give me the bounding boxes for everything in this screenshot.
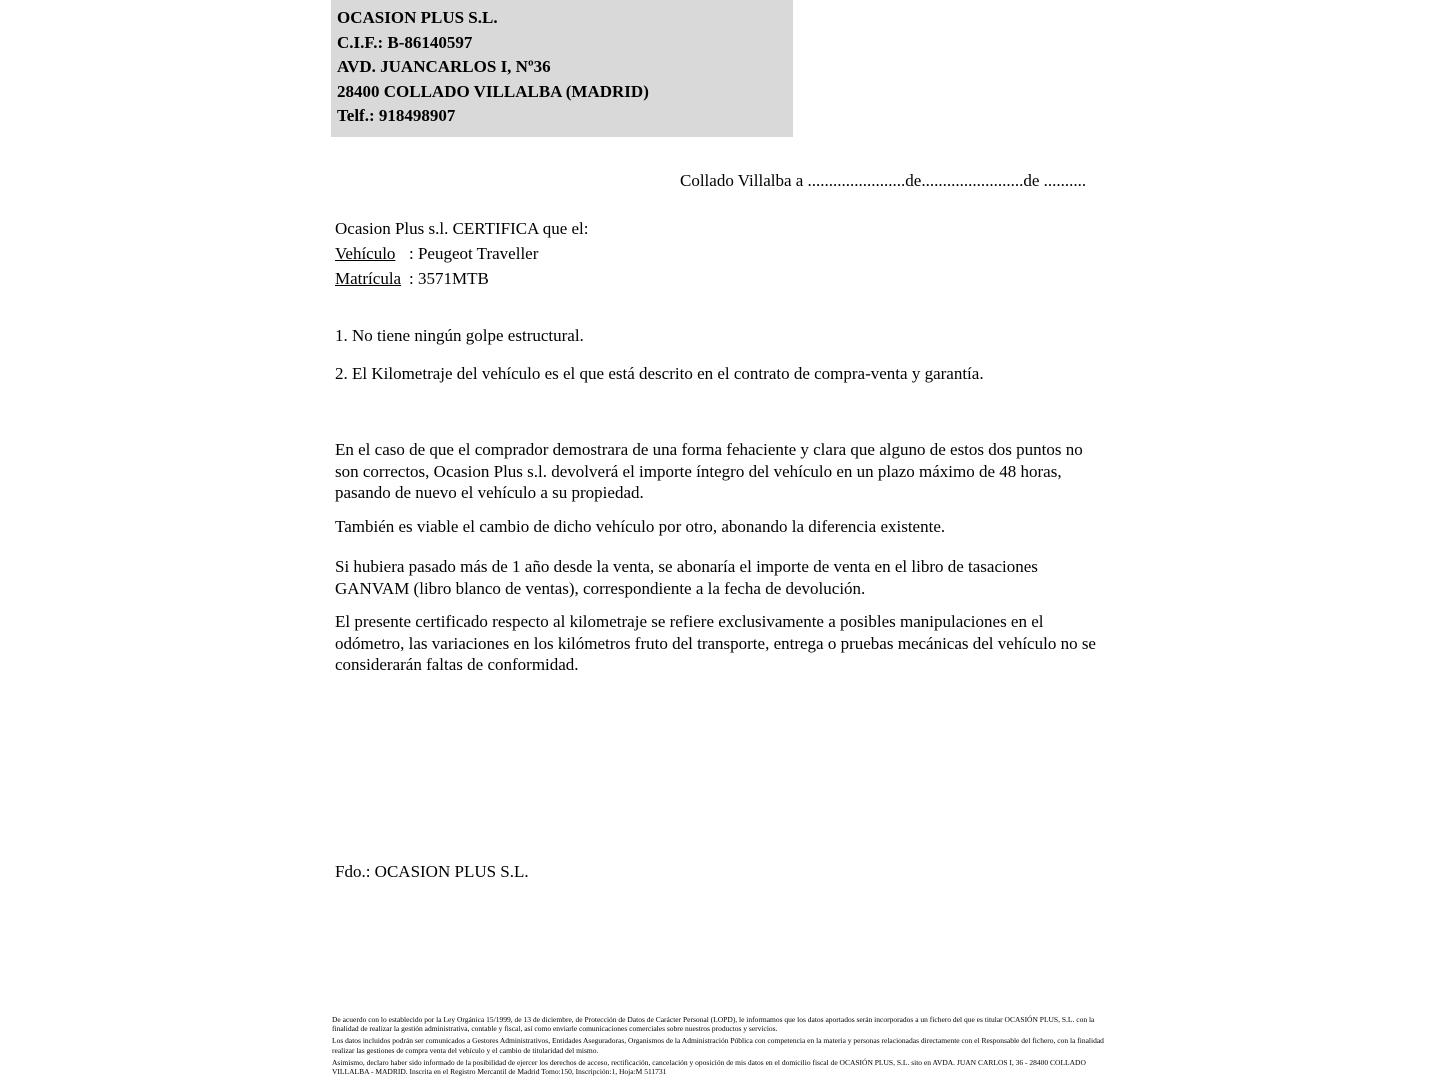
vehicle-value: : Peugeot Traveller	[409, 244, 539, 263]
company-city: 28400 COLLADO VILLALBA (MADRID)	[337, 81, 649, 101]
company-phone: Telf.: 918498907	[337, 106, 456, 125]
legal-paragraph-1: De acuerdo con lo establecido por la Ley Orgánica 15/1999, de 13 de diciembre, de Protección de Datos de Carácter Personal (LOPD), le informamos que los datos aportados serán incorporados a un fichero del que es titular OCASIÓN PLUS, S.L. con la finalidad de realizar la gestión administrativa, contable y fiscal, así como enviarle comunicaciones comerciales sobre nuestros productos y servicios.	[332, 1015, 1095, 1034]
company-address: AVD. JUANCARLOS I, Nº36	[337, 57, 551, 76]
plate-value: : 3571MTB	[409, 269, 489, 288]
date-line: Collado Villalba a .......................de........................de ..........	[680, 171, 1087, 190]
certification-point-1: 1. No tiene ningún golpe estructural.	[335, 326, 584, 345]
company-name: OCASION PLUS S.L.	[337, 8, 498, 27]
signature-line: Fdo.: OCASION PLUS S.L.	[335, 862, 529, 881]
company-header-block	[331, 0, 793, 137]
plate-row	[335, 266, 589, 291]
paragraph-refund-terms: En el caso de que el comprador demostrara de una forma fehaciente y clara que alguno de estos dos puntos no son correctos, Ocasion Plus s.l. devolverá el importe íntegro del vehículo en un plazo máximo de 48 horas, pasando de nuevo el vehículo a su propiedad.	[335, 440, 1083, 502]
legal-notice	[332, 1015, 1122, 1076]
paragraph-odometer-scope: El presente certificado respecto al kilometraje se refiere exclusivamente a posibles manipulaciones en el odómetro, las variaciones en los kilómetros fruto del transporte, entrega o pruebas mecánicas del vehículo no se considerarán faltas de conformidad.	[335, 612, 1096, 674]
legal-paragraph-2: Los datos incluidos podrán ser comunicados a Gestores Administrativos, Entidades Aseguradoras, Organismos de la Administración Pública con competencia en la materia y personas relacionadas directamente con el Responsable del fichero, con la finalidad realizar las gestiones de compra venta del vehículo y el cambio de titularidad del mismo.	[332, 1036, 1104, 1055]
vehicle-row	[335, 241, 589, 266]
legal-paragraph-3: Asimismo, declaro haber sido informado de la posibilidad de ejercer los derechos de acceso, rectificación, cancelación y oposición de mis datos en el domicilio fiscal de OCASIÓN PLUS, S.L. sito en AVDA. JUAN CARLOS I, 36 - 28400 COLLADO VILLALBA - MADRID. Inscrita en el Registro Mercantil de Madrid Tomo:150, Inscripción:1, Hoja:M 511731	[332, 1057, 1086, 1077]
certifica-intro: Ocasion Plus s.l. CERTIFICA que el:	[335, 219, 589, 238]
vehicle-label: Vehículo	[335, 244, 396, 263]
certification-point-2: 2. El Kilometraje del vehículo es el que está descrito en el contrato de compra-venta y garantía.	[335, 364, 984, 383]
company-cif: C.I.F.: B-86140597	[337, 32, 473, 52]
paragraph-after-one-year: Si hubiera pasado más de 1 año desde la venta, se abonaría el importe de venta en el libro de tasaciones GANVAM (libro blanco de ventas), correspondiente a la fecha de devolución.	[335, 557, 1038, 598]
certification-block	[335, 216, 589, 291]
paragraph-exchange-option: También es viable el cambio de dicho vehículo por otro, abonando la diferencia existente.	[335, 517, 946, 536]
plate-label: Matrícula	[335, 269, 402, 288]
